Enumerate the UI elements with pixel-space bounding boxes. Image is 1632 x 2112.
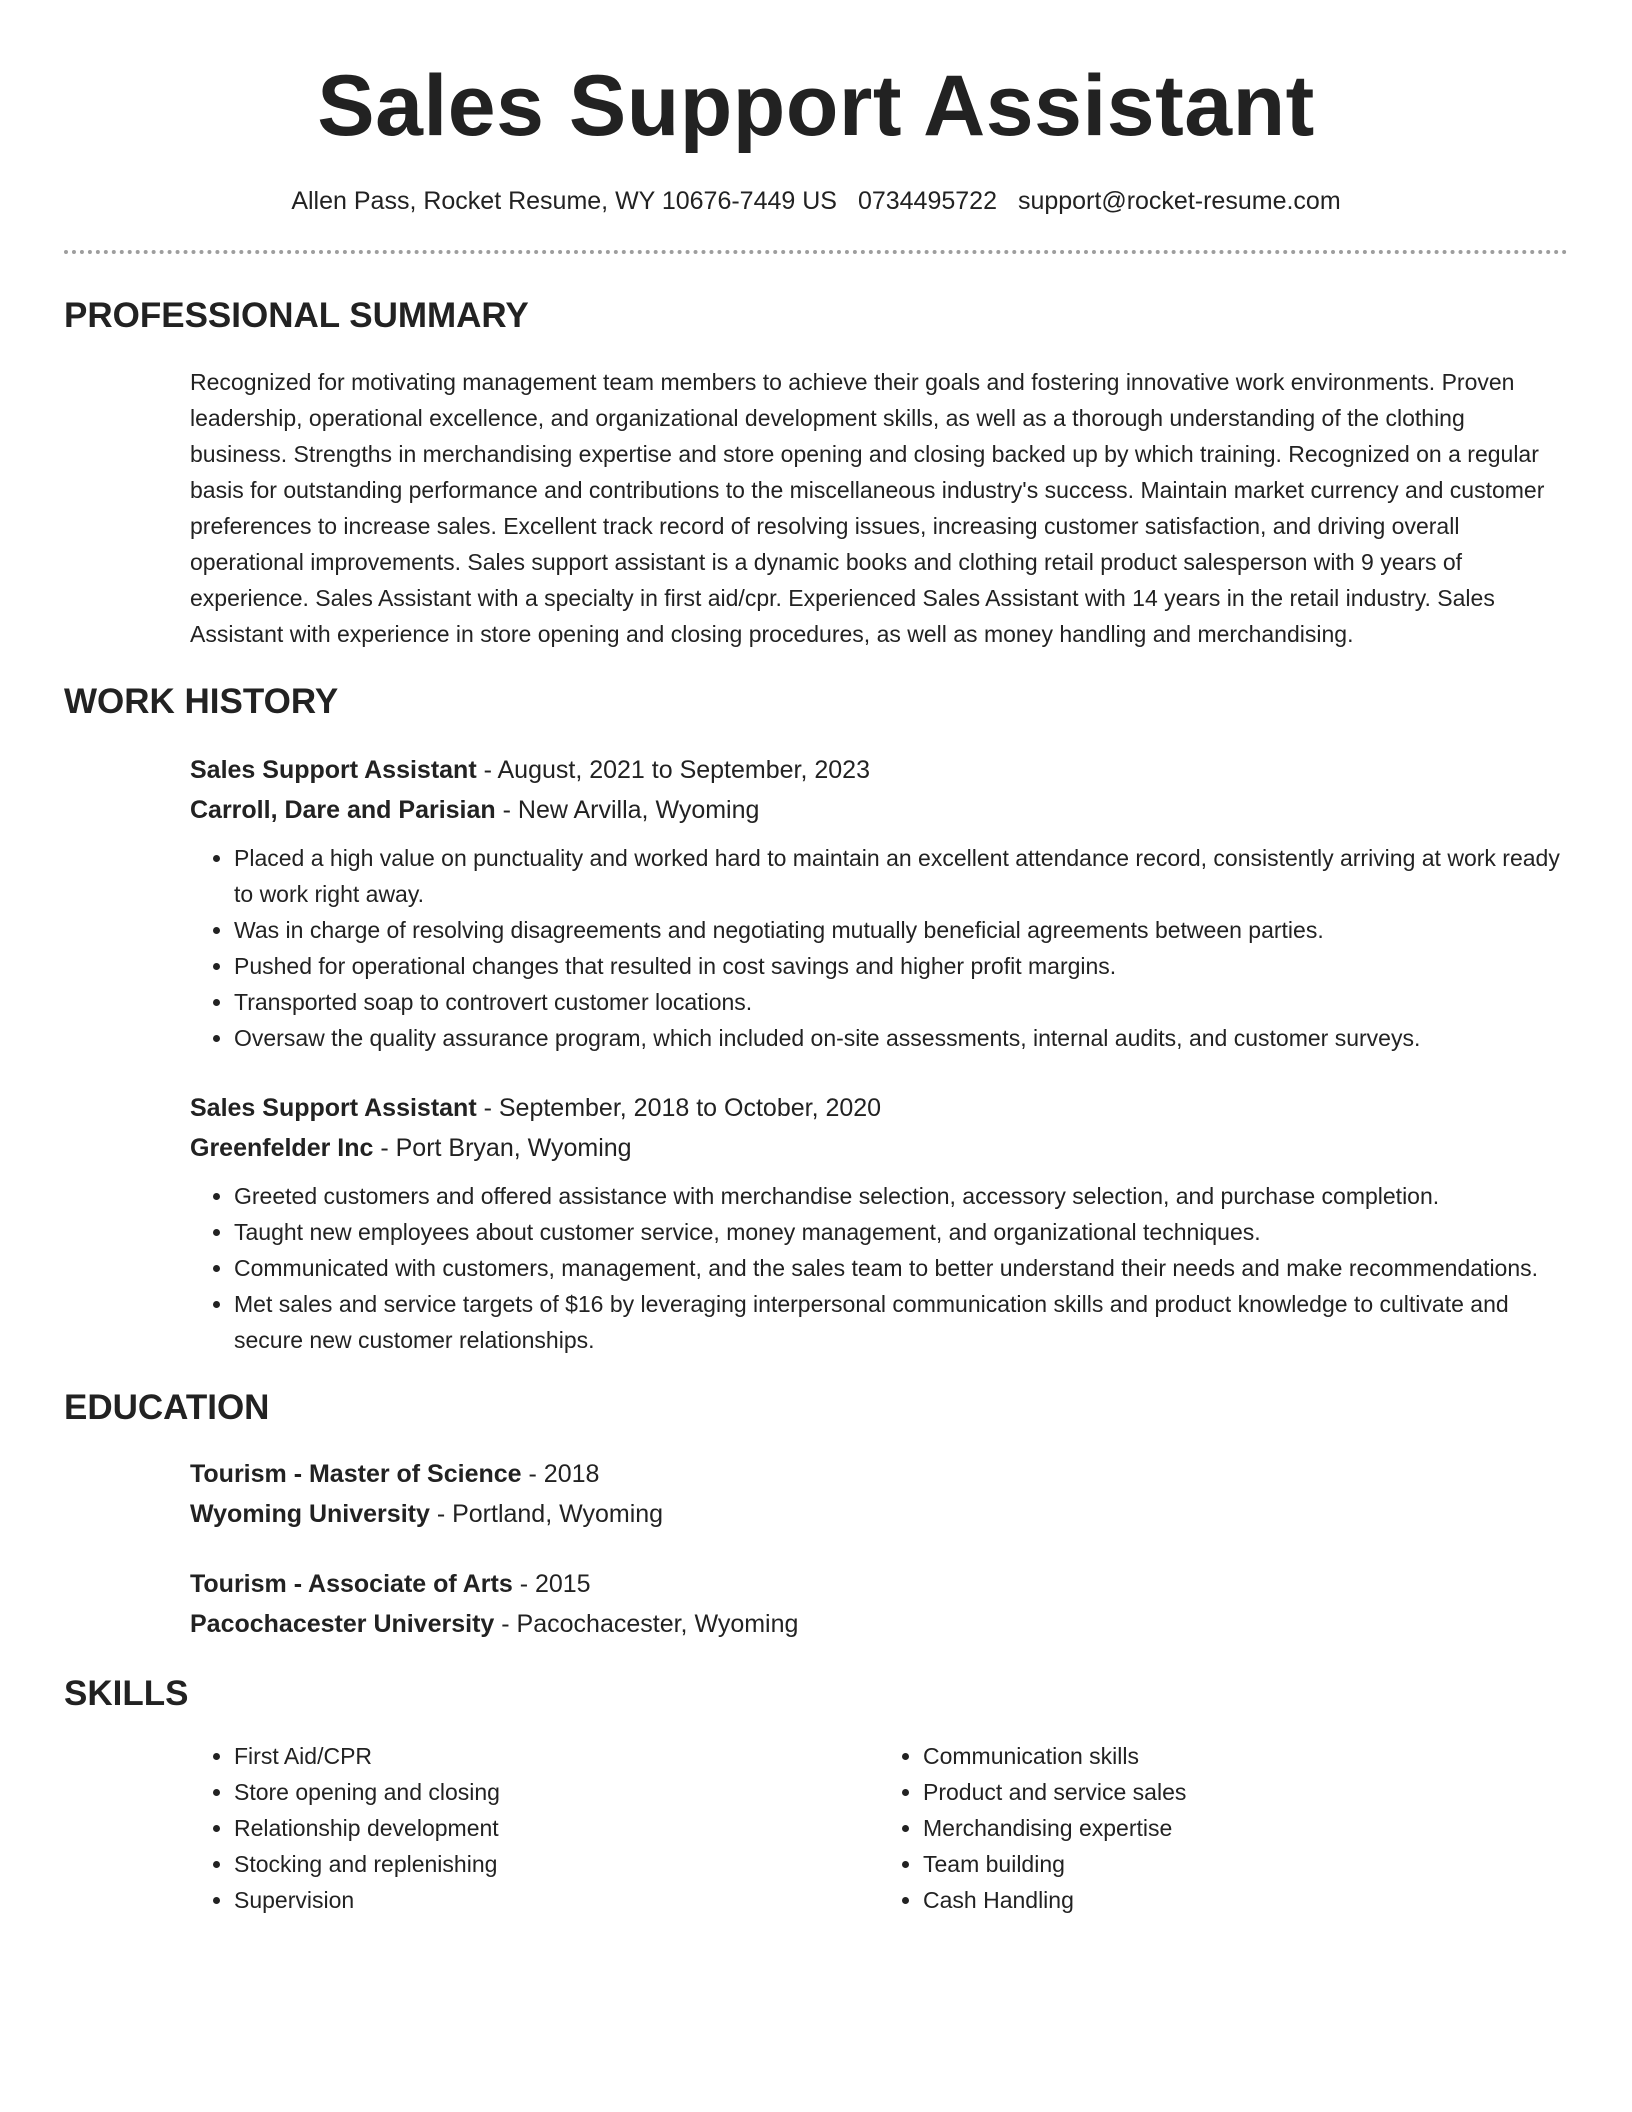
skill-item: • Stocking and replenishing xyxy=(234,1846,879,1882)
contact-address: Allen Pass, Rocket Resume, WY 10676-7449 US xyxy=(291,187,837,215)
education-school: Pacochacester University xyxy=(190,1610,495,1638)
contact-email: support@rocket-resume.com xyxy=(1017,187,1341,215)
job-location: - Port Bryan, Wyoming xyxy=(373,1134,632,1162)
job-bullet: • Was in charge of resolving disagreements and negotiating mutually beneficial agreements between parties. xyxy=(234,912,1568,948)
job-company-line xyxy=(190,1128,1568,1168)
job-bullet: • Communicated with customers, management, and the sales team to better understand their needs and make recommendations. xyxy=(234,1250,1568,1286)
contact-line xyxy=(64,184,1568,218)
summary-heading: PROFESSIONAL SUMMARY xyxy=(64,296,529,335)
job-company: Carroll, Dare and Parisian xyxy=(190,796,496,824)
job-bullet: • Met sales and service targets of $16 by leveraging interpersonal communication skills and product knowledge to cultivate and secure new customer relationships. xyxy=(234,1286,1568,1358)
job-bullets xyxy=(190,1178,1568,1358)
skill-item: • Store opening and closing xyxy=(234,1774,879,1810)
job-location: - New Arvilla, Wyoming xyxy=(495,796,760,824)
job-company-line xyxy=(190,790,1568,830)
education-entry xyxy=(190,1454,1568,1534)
job-bullets xyxy=(190,840,1568,1056)
resume-title: Sales Support Assistant xyxy=(317,58,1315,154)
skill-item: • Relationship development xyxy=(234,1810,879,1846)
job-company: Greenfelder Inc xyxy=(190,1134,374,1162)
header-divider xyxy=(64,250,1568,254)
education-school-line xyxy=(190,1494,1568,1534)
skill-item: • Merchandising expertise xyxy=(923,1810,1568,1846)
education-year: - 2018 xyxy=(521,1460,600,1488)
skill-item: • First Aid/CPR xyxy=(234,1738,879,1774)
education-heading: EDUCATION xyxy=(64,1388,270,1427)
skills-grid xyxy=(190,1738,1568,1918)
job-bullet: • Pushed for operational changes that resulted in cost savings and higher profit margins. xyxy=(234,948,1568,984)
job-bullet: • Taught new employees about customer service, money management, and organizational techniques. xyxy=(234,1214,1568,1250)
job-dates: - September, 2018 to October, 2020 xyxy=(476,1094,882,1122)
education-entry xyxy=(190,1564,1568,1644)
skill-item: • Cash Handling xyxy=(923,1882,1568,1918)
skill-item: • Communication skills xyxy=(923,1738,1568,1774)
job-title: Sales Support Assistant xyxy=(190,756,477,784)
job-bullet: • Placed a high value on punctuality and worked hard to maintain an excellent attendance record, consistently arriving at work ready to work right away. xyxy=(234,840,1568,912)
education-year: - 2015 xyxy=(512,1570,591,1598)
education-school-line xyxy=(190,1604,1568,1644)
job-entry xyxy=(190,1088,1568,1358)
skill-item: • Supervision xyxy=(234,1882,879,1918)
job-entry xyxy=(190,750,1568,1056)
job-bullet: • Greeted customers and offered assistance with merchandise selection, accessory selection, and purchase completion. xyxy=(234,1178,1568,1214)
job-title-line xyxy=(190,750,1568,790)
education-degree-line xyxy=(190,1564,1568,1604)
job-bullet: • Transported soap to controvert customer locations. xyxy=(234,984,1568,1020)
job-title: Sales Support Assistant xyxy=(190,1094,477,1122)
job-title-line xyxy=(190,1088,1568,1128)
education-degree: Tourism - Master of Science xyxy=(190,1460,522,1488)
job-dates: - August, 2021 to September, 2023 xyxy=(476,756,870,784)
education-location: - Pacochacester, Wyoming xyxy=(494,1610,799,1638)
skills-column-right xyxy=(879,1738,1568,1918)
education-school: Wyoming University xyxy=(190,1500,430,1528)
skill-item: • Product and service sales xyxy=(923,1774,1568,1810)
summary-text: Recognized for motivating management team members to achieve their goals and fostering innovative work environments. Proven leadership, operational excellence, and organizational development skills, as well as a thorough understanding of the clothing business. Strengths in merchandising expertise and store opening and closing backed up by which training. Recognized on a regular basis for outstanding performance and contributions to the miscellaneous industry's success. Maintain market currency and customer preferences to increase sales. Excellent track record of resolving issues, increasing customer satisfaction, and driving overall operational improvements. Sales support assistant is a dynamic books and clothing retail product salesperson with 9 years of experience. Sales Assistant with a specialty in first aid/cpr. Experienced Sales Assistant with 14 years in the retail industry. Sales Assistant with experience in store opening and closing procedures, as well as money handling and merchandising. xyxy=(190,369,1545,647)
contact-phone: 0734495722 xyxy=(857,187,997,215)
work-history-heading: WORK HISTORY xyxy=(64,682,339,721)
job-bullet: • Oversaw the quality assurance program, which included on-site assessments, internal audits, and customer surveys. xyxy=(234,1020,1568,1056)
skill-item: • Team building xyxy=(923,1846,1568,1882)
education-degree: Tourism - Associate of Arts xyxy=(190,1570,513,1598)
education-degree-line xyxy=(190,1454,1568,1494)
skills-heading: SKILLS xyxy=(64,1674,189,1713)
skills-column-left xyxy=(190,1738,879,1918)
education-location: - Portland, Wyoming xyxy=(429,1500,664,1528)
